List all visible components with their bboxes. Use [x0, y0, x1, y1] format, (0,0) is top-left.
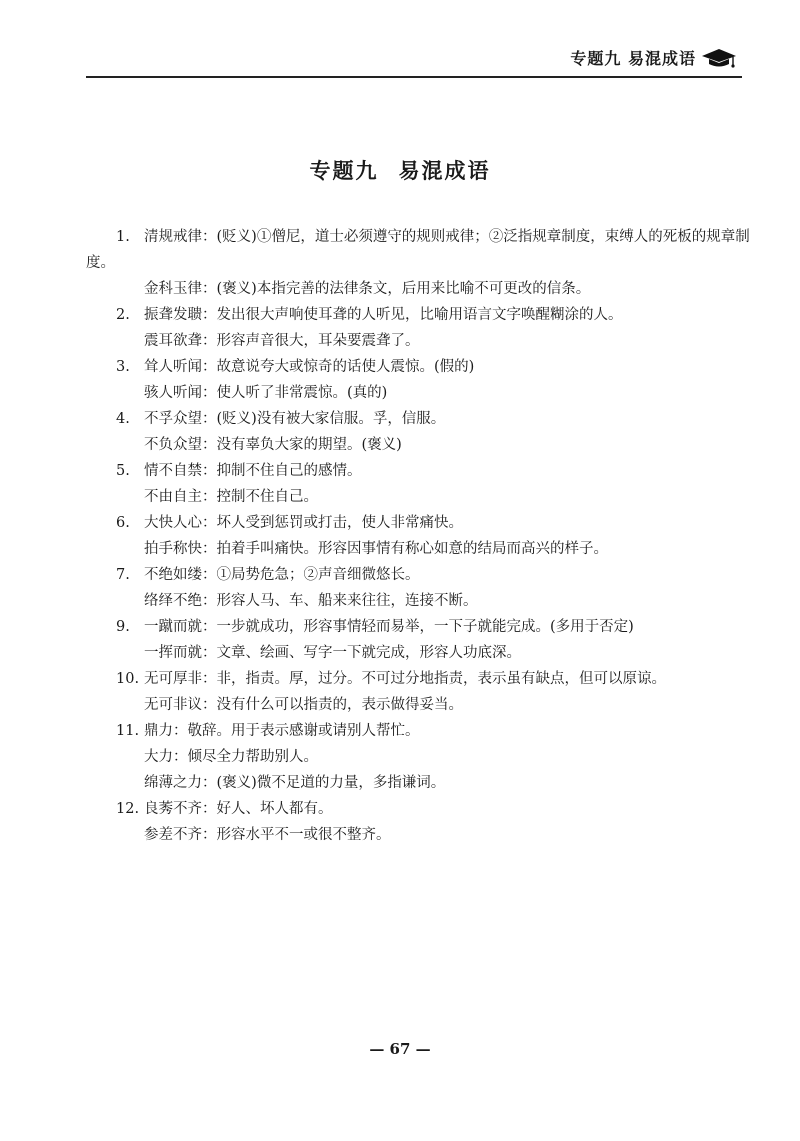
idiom-entry [86, 796, 752, 822]
entry-text: 金科玉律：(褒义)本指完善的法律条文，后用来比喻不可更改的信条。 [144, 281, 591, 297]
entry-text: 参差不齐：形容水平不一或很不整齐。 [144, 827, 391, 843]
idiom-entry-related [86, 640, 752, 666]
entry-text: 不绝如缕：①局势危急；②声音细微悠长。 [144, 567, 420, 583]
entry-text: 一蹴而就：一步就成功，形容事情轻而易举，一下子就能完成。(多用于否定) [144, 619, 634, 635]
entry-text: 大力：倾尽全力帮助别人。 [144, 749, 318, 765]
running-head-text: 专题九 易混成语 [570, 49, 696, 68]
idiom-entry-related [86, 276, 752, 302]
entry-number: 12. [116, 801, 140, 817]
entry-number: 4. [116, 411, 130, 427]
idiom-entry [86, 224, 752, 276]
idiom-entry-related [86, 484, 752, 510]
entry-number: 7. [116, 567, 130, 583]
idiom-entry-related [86, 744, 752, 770]
idiom-entry [86, 406, 752, 432]
entry-text: 情不自禁：抑制不住自己的感情。 [144, 463, 362, 479]
idiom-entry-related [86, 822, 752, 848]
idiom-entry-related [86, 770, 752, 796]
idiom-entry [86, 458, 752, 484]
entry-text: 骇人听闻：使人听了非常震惊。(真的) [144, 385, 388, 401]
entry-number: 10. [116, 671, 140, 687]
entry-text: 大快人心：坏人受到惩罚或打击，使人非常痛快。 [144, 515, 463, 531]
idiom-entry-related [86, 536, 752, 562]
entry-text: 震耳欲聋：形容声音很大，耳朵要震聋了。 [144, 333, 420, 349]
idiom-list [86, 224, 752, 848]
entry-text: 无可厚非：非，指责。厚，过分。不可过分地指责，表示虽有缺点，但可以原谅。 [144, 671, 666, 687]
entry-number: 11. [116, 723, 140, 739]
entry-number: 6. [116, 515, 130, 531]
entry-number: 3. [116, 359, 130, 375]
entry-text: 绵薄之力：(褒义)微不足道的力量，多指谦词。 [144, 775, 446, 791]
page-title [0, 155, 800, 185]
idiom-entry [86, 718, 752, 744]
entry-text: 鼎力：敬辞。用于表示感谢或请别人帮忙。 [144, 723, 420, 739]
idiom-entry [86, 666, 752, 692]
entry-text: 振聋发聩：发出很大声响使耳聋的人听见，比喻用语言文字唤醒糊涂的人。 [144, 307, 623, 323]
idiom-entry [86, 510, 752, 536]
entry-text: 不孚众望：(贬义)没有被大家信服。孚，信服。 [144, 411, 446, 427]
title-part-2: 易混成语 [398, 158, 491, 183]
graduation-cap-icon [700, 47, 738, 69]
idiom-entry [86, 302, 752, 328]
idiom-entry-related [86, 328, 752, 354]
entry-number: 1. [116, 229, 130, 245]
entry-text: 不由自主：控制不住自己。 [144, 489, 318, 505]
entry-text: 清规戒律：(贬义)①僧尼，道士必须遵守的规则戒律；②泛指规章制度，束缚人的死板的规章制度。 [86, 229, 750, 271]
title-part-1: 专题九 [309, 158, 379, 183]
page-number: — 67 — [369, 1040, 431, 1058]
running-head [570, 46, 738, 69]
idiom-entry-related [86, 692, 752, 718]
entry-text: 络绎不绝：形容人马、车、船来来往往，连接不断。 [144, 593, 478, 609]
idiom-entry-related [86, 380, 752, 406]
entry-number: 9. [116, 619, 130, 635]
idiom-entry-related [86, 432, 752, 458]
idiom-entry-related [86, 588, 752, 614]
entry-text: 拍手称快：拍着手叫痛快。形容因事情有称心如意的结局而高兴的样子。 [144, 541, 608, 557]
entry-text: 一挥而就：文章、绘画、写字一下就完成，形容人功底深。 [144, 645, 521, 661]
entry-text: 无可非议：没有什么可以指责的，表示做得妥当。 [144, 697, 463, 713]
header-rule [86, 76, 742, 78]
entry-text: 耸人听闻：故意说夸大或惊奇的话使人震惊。(假的) [144, 359, 475, 375]
entry-text: 良莠不齐：好人、坏人都有。 [144, 801, 333, 817]
entry-number: 5. [116, 463, 130, 479]
entry-number: 2. [116, 307, 130, 323]
entry-text: 不负众望：没有辜负大家的期望。(褒义) [144, 437, 402, 453]
idiom-entry [86, 614, 752, 640]
idiom-entry [86, 562, 752, 588]
idiom-entry [86, 354, 752, 380]
